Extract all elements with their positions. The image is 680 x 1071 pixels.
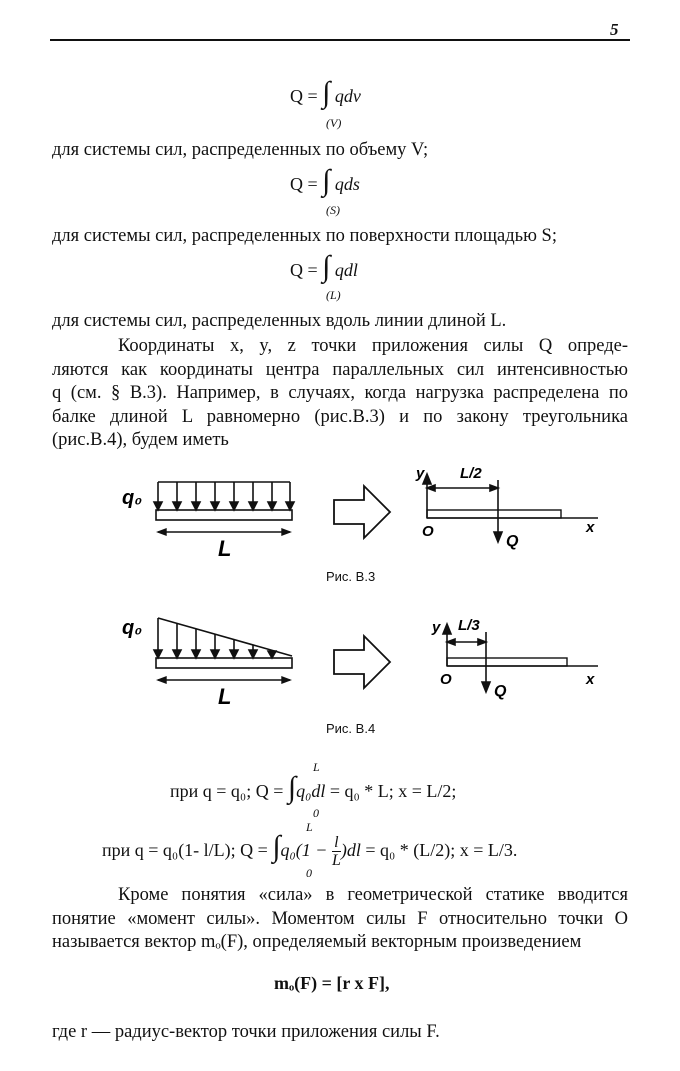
axis-x-label: x [586, 671, 595, 688]
formula-triangular [102, 832, 517, 869]
resultant-label: Q [494, 683, 507, 700]
load-label: q₀ [122, 617, 143, 639]
final-line: где r — радиус-вектор точки приложения силы F. [52, 1022, 440, 1042]
header-rule [50, 39, 630, 41]
result-axes [423, 474, 598, 542]
integrand: q₀dl [296, 781, 326, 801]
paragraph-line: понятие «момент силы». Моментом силы F относительно точки O [52, 908, 628, 929]
integrand-left: q₀(1 − [280, 840, 328, 860]
load-label: q₀ [122, 487, 143, 509]
integral-lower-limit: 0 [313, 806, 319, 820]
result-beam [447, 658, 567, 666]
offset-label: L/2 [460, 465, 482, 482]
resultant-label: Q [506, 533, 519, 550]
integrand: qds [334, 174, 360, 194]
page-number: 5 [610, 20, 619, 39]
paragraph-moment [52, 884, 628, 955]
figure-triangular-load [120, 608, 610, 718]
integrand-right: )dl [340, 840, 361, 860]
integral-lower-limit: 0 [306, 866, 312, 880]
integral-sign: ∫ [322, 164, 331, 197]
integrand: qdv [334, 86, 361, 106]
result-beam [427, 510, 561, 518]
paragraph-coordinates [52, 335, 628, 453]
integral-limit: (L) [326, 288, 341, 302]
length-dimension [158, 529, 290, 535]
arrow-right-icon [334, 636, 390, 688]
integral-volume [290, 78, 361, 108]
paragraph-line: (рис.B.4), будем иметь [52, 430, 229, 450]
length-label: L [218, 536, 232, 561]
origin-label: O [440, 671, 452, 688]
paragraph-line: ляются как координаты центра параллельных сил интенсивностью [52, 359, 628, 380]
paragraph-line: q (см. § B.3). Например, в случаях, когда нагрузка распределена по [52, 383, 628, 403]
moment-formula: mₒ(F) = [r x F], [274, 973, 390, 993]
integral-surface [290, 166, 360, 196]
triangular-load-arrows [154, 618, 292, 658]
formula-uniform [170, 773, 456, 803]
paragraph-line: Кроме понятия «сила» в геометрической статике вводится [118, 885, 628, 905]
uniform-load-arrows [154, 482, 294, 510]
figure-caption: Рис. В.4 [326, 721, 376, 736]
paragraph-line: балке длиной L равномерно (рис.B.3) и по закону треугольника [52, 406, 628, 427]
integral-caption: для системы сил, распределенных по объему V; [52, 140, 429, 160]
axis-x-label: x [586, 519, 595, 536]
paragraph-line: Координаты x, y, z точки приложения силы Q опреде- [118, 336, 628, 356]
integral-upper-limit: L [306, 820, 313, 834]
figure-caption: Рис. В.3 [326, 569, 376, 584]
integral-line [290, 252, 358, 282]
fraction [332, 834, 341, 869]
fraction-denominator: L [331, 852, 341, 870]
fraction-numerator: l [332, 834, 341, 852]
integral-sign: ∫ [272, 830, 281, 863]
axis-y-label: y [432, 619, 441, 636]
integral-caption: для системы сил, распределенных вдоль линии длиной L. [52, 311, 507, 331]
integral-lhs: Q = [290, 86, 318, 106]
paragraph-line: называется вектор mₒ(F), определяемый векторным произведением [52, 932, 582, 952]
integral-limit: (V) [326, 116, 342, 130]
length-dimension [158, 677, 290, 683]
offset-label: L/3 [458, 617, 480, 634]
integral-lhs: Q = [290, 260, 318, 280]
integral-sign: ∫ [322, 76, 331, 109]
integral-sign: ∫ [322, 250, 331, 283]
integral-lhs: Q = [290, 174, 318, 194]
formula-prefix: при q = q₀(1- l/L); Q = [102, 840, 268, 860]
arrow-right-icon [334, 486, 390, 538]
origin-label: O [422, 523, 434, 540]
integral-limit: (S) [326, 203, 340, 217]
integral-caption: для системы сил, распределенных по поверхности площадью S; [52, 226, 557, 246]
length-label: L [218, 684, 232, 709]
formula-result: = q₀ * L; x = L/2; [329, 781, 457, 801]
axis-y-label: y [416, 465, 425, 482]
integral-sign: ∫ [287, 771, 297, 804]
formula-prefix: при q = q₀; Q = [170, 781, 284, 801]
figure-uniform-load [120, 460, 610, 570]
formula-result: = q₀ * (L/2); x = L/3. [365, 840, 518, 860]
beam [156, 658, 292, 668]
integral-upper-limit: L [313, 760, 320, 774]
integrand: qdl [334, 260, 358, 280]
beam [156, 510, 292, 520]
